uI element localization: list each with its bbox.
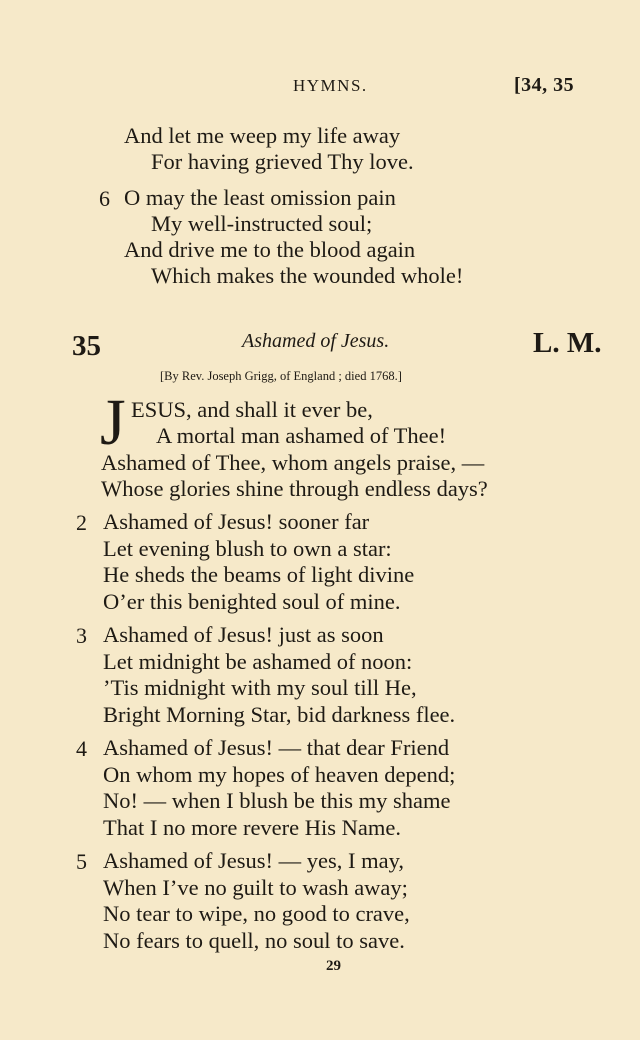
verse-number: 5 — [76, 849, 87, 874]
hymn34-line: And drive me to the blood again — [124, 237, 416, 262]
verse-line: Let evening blush to own a star: — [103, 536, 392, 561]
verse-line: Ashamed of Jesus! just as soon — [103, 622, 384, 647]
hymn-title: Ashamed of Jesus. — [242, 330, 390, 352]
verse-line: Ashamed of Thee, whom angels praise, — — [101, 450, 485, 475]
verse-line: On whom my hopes of heaven depend; — [103, 762, 456, 787]
verse-number: 3 — [76, 623, 87, 648]
verse-number: 6 — [99, 186, 110, 211]
hymn34-line: Which makes the wounded whole! — [151, 263, 464, 288]
hymn34-line: O may the least omission pain — [124, 185, 396, 210]
verse-line: No fears to quell, no soul to save. — [103, 928, 405, 953]
verse-line: When I’ve no guilt to wash away; — [103, 875, 408, 900]
verse-line: A mortal man ashamed of Thee! — [156, 423, 447, 448]
hymn-meter: L. M. — [533, 327, 602, 359]
verse-number: 4 — [76, 736, 87, 761]
verse-line: Let midnight be ashamed of noon: — [103, 649, 413, 674]
verse-line: O’er this benighted soul of mine. — [103, 589, 401, 614]
page-number: 29 — [326, 958, 341, 974]
verse-line: ESUS, and shall it ever be, — [131, 397, 373, 422]
running-header-hymn-numbers: [34, 35 — [514, 74, 575, 96]
verse-line: No tear to wipe, no good to crave, — [103, 901, 410, 926]
verse-number: 2 — [76, 510, 87, 535]
verse-line: Whose glories shine through endless days? — [101, 476, 488, 501]
verse-line: Bright Morning Star, bid darkness flee. — [103, 702, 456, 727]
hymn-number: 35 — [72, 330, 101, 362]
verse-line: No! — when I blush be this my shame — [103, 788, 451, 813]
drop-cap: J — [100, 386, 126, 459]
verse-line: Ashamed of Jesus! — yes, I may, — [103, 848, 404, 873]
hymn34-line: My well-instructed soul; — [151, 211, 373, 236]
hymn-attribution: [By Rev. Joseph Grigg, of England ; died 1768.] — [160, 369, 402, 383]
verse-line: That I no more revere His Name. — [103, 815, 402, 840]
verse-line: He sheds the beams of light divine — [103, 562, 415, 587]
hymn34-line: For having grieved Thy love. — [151, 149, 414, 174]
running-header-title: HYMNS. — [293, 76, 368, 95]
hymn34-line: And let me weep my life away — [124, 123, 401, 148]
verse-line: Ashamed of Jesus! sooner far — [103, 509, 370, 534]
verse-line: ’Tis midnight with my soul till He, — [103, 675, 417, 700]
verse-line: Ashamed of Jesus! — that dear Friend — [103, 735, 450, 760]
